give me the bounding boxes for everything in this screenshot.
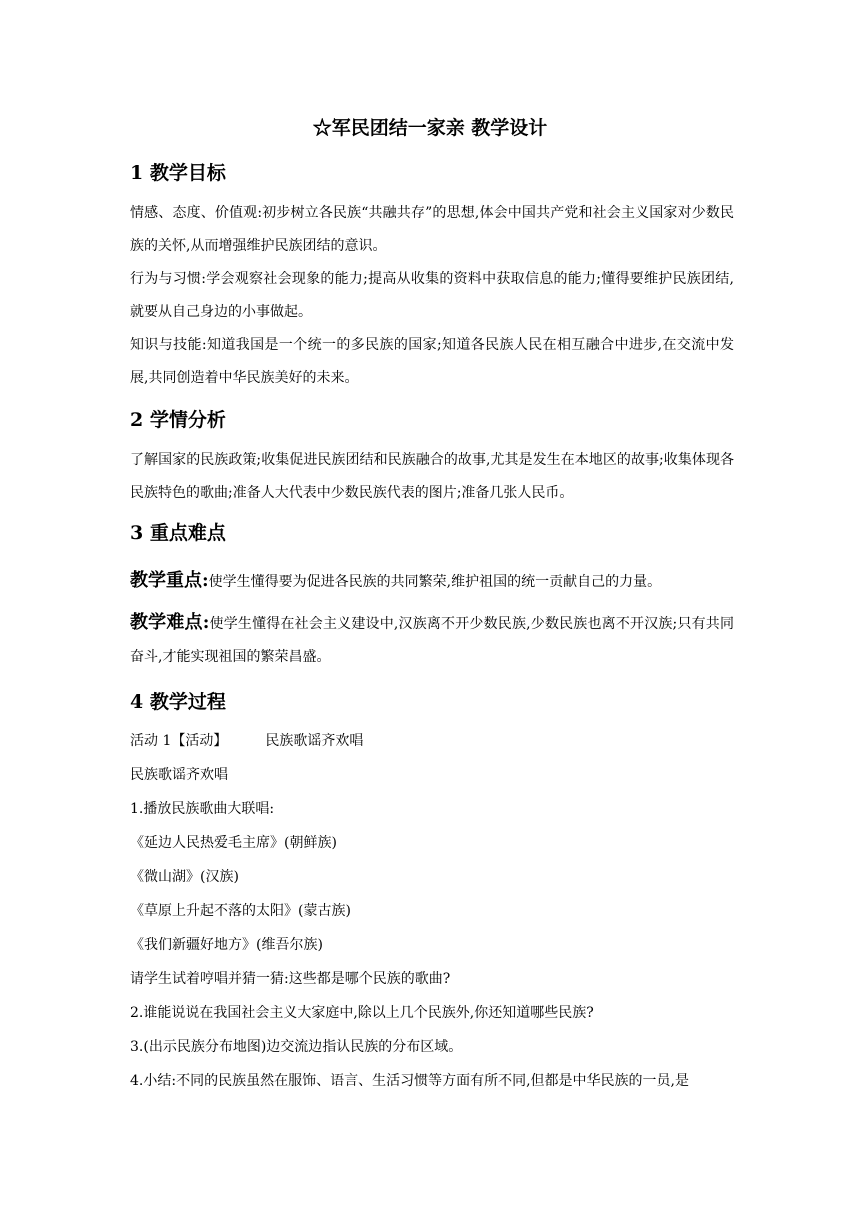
paragraph-knowledge-skills: 知识与技能:知道我国是一个统一的多民族的国家;知道各民族人民在相互融合中进步,在交流中发展,共同创造着中华民族美好的未来。: [130, 337, 734, 386]
process-line: 2.谁能说说在我国社会主义大家庭中,除以上几个民族外,你还知道哪些民族?: [130, 1005, 594, 1021]
heading-key-difficult-points: 3 重点难点: [130, 522, 226, 544]
heading-student-analysis: 2 学情分析: [130, 409, 226, 431]
paragraph-key-point: [130, 564, 734, 599]
paragraph-difficult-point: [130, 606, 734, 674]
activity-line: [130, 730, 363, 752]
key-point-text: 使学生懂得要为促进各民族的共同繁荣,维护祖国的统一贡献自己的力量。: [208, 574, 662, 590]
key-point-label: 教学重点:: [130, 570, 209, 591]
paragraph-student-analysis: 了解国家的民族政策;收集促进民族团结和民族融合的故事,尤其是发生在本地区的故事;收集体现各民族特色的歌曲;准备人大代表中少数民族代表的图片;准备几张人民币。: [130, 452, 734, 501]
difficult-point-text: 使学生懂得在社会主义建设中,汉族离不开少数民族,少数民族也离不开汉族;只有共同奋斗,才能实现祖国的繁荣昌盛。: [130, 616, 734, 665]
song-item: 《微山湖》(汉族): [130, 869, 239, 885]
process-line: 1.播放民族歌曲大联唱:: [130, 801, 275, 817]
process-line: 请学生试着哼唱并猜一猜:这些都是哪个民族的歌曲?: [130, 971, 451, 987]
heading-teaching-process: 4 教学过程: [130, 691, 226, 713]
difficult-point-label: 教学难点:: [130, 612, 210, 633]
activity-title: 民族歌谣齐欢唱: [265, 733, 364, 749]
process-line: 4.小结:不同的民族虽然在服饰、语言、生活习惯等方面有所不同,但都是中华民族的一员,是: [130, 1073, 689, 1089]
process-line: 3.(出示民族分布地图)边交流边指认民族的分布区域。: [130, 1039, 463, 1055]
song-item: 《我们新疆好地方》(维吾尔族): [130, 937, 323, 953]
song-item: 《草原上升起不落的太阳》(蒙古族): [130, 903, 351, 919]
process-line: 民族歌谣齐欢唱: [130, 767, 228, 783]
document-title: ☆军民团结一家亲 教学设计: [312, 117, 548, 139]
song-item: 《延边人民热爱毛主席》(朝鲜族): [130, 835, 337, 851]
activity-label: 活动 1【活动】: [130, 733, 228, 749]
heading-teaching-objectives: 1 教学目标: [130, 162, 226, 184]
paragraph-emotion-attitude: 情感、态度、价值观:初步树立各民族“共融共存”的思想,体会中国共产党和社会主义国家对少数民族的关怀,从而增强维护民族团结的意识。: [130, 205, 734, 254]
paragraph-behavior-habits: 行为与习惯:学会观察社会现象的能力;提高从收集的资料中获取信息的能力;懂得要维护民族团结,就要从自己身边的小事做起。: [130, 271, 734, 320]
